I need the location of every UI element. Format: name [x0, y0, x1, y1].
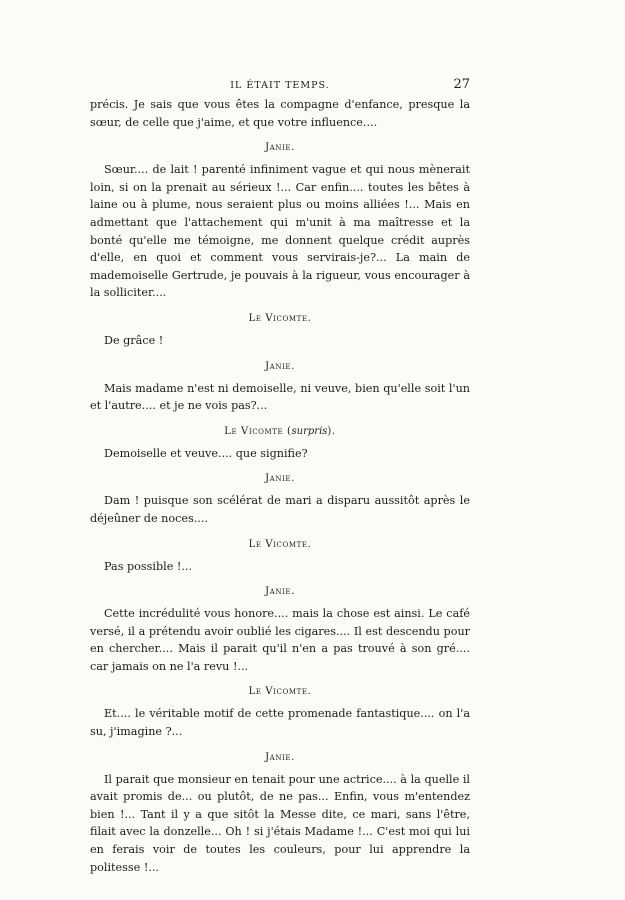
running-title: IL ÉTAIT TEMPS. [230, 80, 330, 91]
dialogue-paragraph: Demoiselle et veuve.... que signifie? [104, 446, 308, 460]
dialogue-paragraph: Dam ! puisque son scélérat de mari a disparu aussitôt après le déjeûner de noces.... [90, 494, 470, 525]
speaker-name: Le Vicomte. [248, 538, 312, 550]
speaker-name: Le Vicomte. [248, 312, 312, 324]
dialogue-paragraph: Mais madame n'est ni demoiselle, ni veuve, bien qu'elle soit l'un et l'autre.... et je ne vois pas?... [90, 381, 470, 413]
speaker-name: Janie. [265, 586, 295, 598]
dialogue-paragraph: Pas possible !... [104, 559, 193, 573]
speaker-name-with-direction: Le Vicomte (surpris). [224, 425, 336, 437]
dialogue-paragraph: Et.... le véritable motif de cette promenade fantastique.... on l'a su, j'imagine ?... [90, 707, 470, 739]
speaker-name: Le Vicomte. [248, 686, 312, 698]
dialogue-paragraph: De grâce ! [104, 333, 164, 347]
speaker-name: Janie. [265, 751, 295, 763]
speaker-name: Janie. [265, 360, 295, 372]
dialogue-paragraph: Il parait que monsieur en tenait pour une actrice.... à la quelle il avait promis de... ou plutôt, de ne pas... Enfin, vous m'entendez bien !... Tant il y a que sitôt la Messe dite, ce mari, sans l'être, filait avec la donzelle... Oh ! si j'étais Madame !... C'est moi qui lui en ferais voir de toutes les couleurs, pour lui apprendre la politesse !... [90, 772, 470, 874]
page-body [90, 96, 470, 876]
speaker-name: Le Vicomte [224, 425, 284, 437]
dialogue-paragraph: précis. Je sais que vous êtes la compagne d'enfance, presque la sœur, de celle que j'aime, et que votre influence.... [90, 98, 470, 129]
speaker-name: Janie. [265, 142, 295, 154]
speaker-name: Janie. [265, 473, 295, 485]
page-number: 27 [453, 77, 470, 92]
dialogue-paragraph: Cette incrédulité vous honore.... mais la chose est ainsi. Le café versé, il a prétendu avoir oublié les cigares.... Il est descendu pour en chercher.... Mais il parait qu'il n'en a pas trouvé à son gré.... car jamais on ne l'a revu !... [90, 607, 470, 673]
stage-direction: surpris [291, 425, 328, 437]
dialogue-paragraph: Sœur.... de lait ! parenté infiniment vague et qui nous mènerait loin, si on la prenait au sérieux !... Car enfin.... toutes les bêtes à laine ou à plume, nous seraient plus ou moins alliées !... Mais en admettant que l'attachement qui m'unit à ma maîtresse et la bonté qu'elle me témoigne, me donnent quelque crédit auprès d'elle, en quoi et comment vous servirais-je?... La main de mademoiselle Gertrude, je pouvais à la rigueur, vous encourager à la solliciter.... [90, 163, 470, 300]
